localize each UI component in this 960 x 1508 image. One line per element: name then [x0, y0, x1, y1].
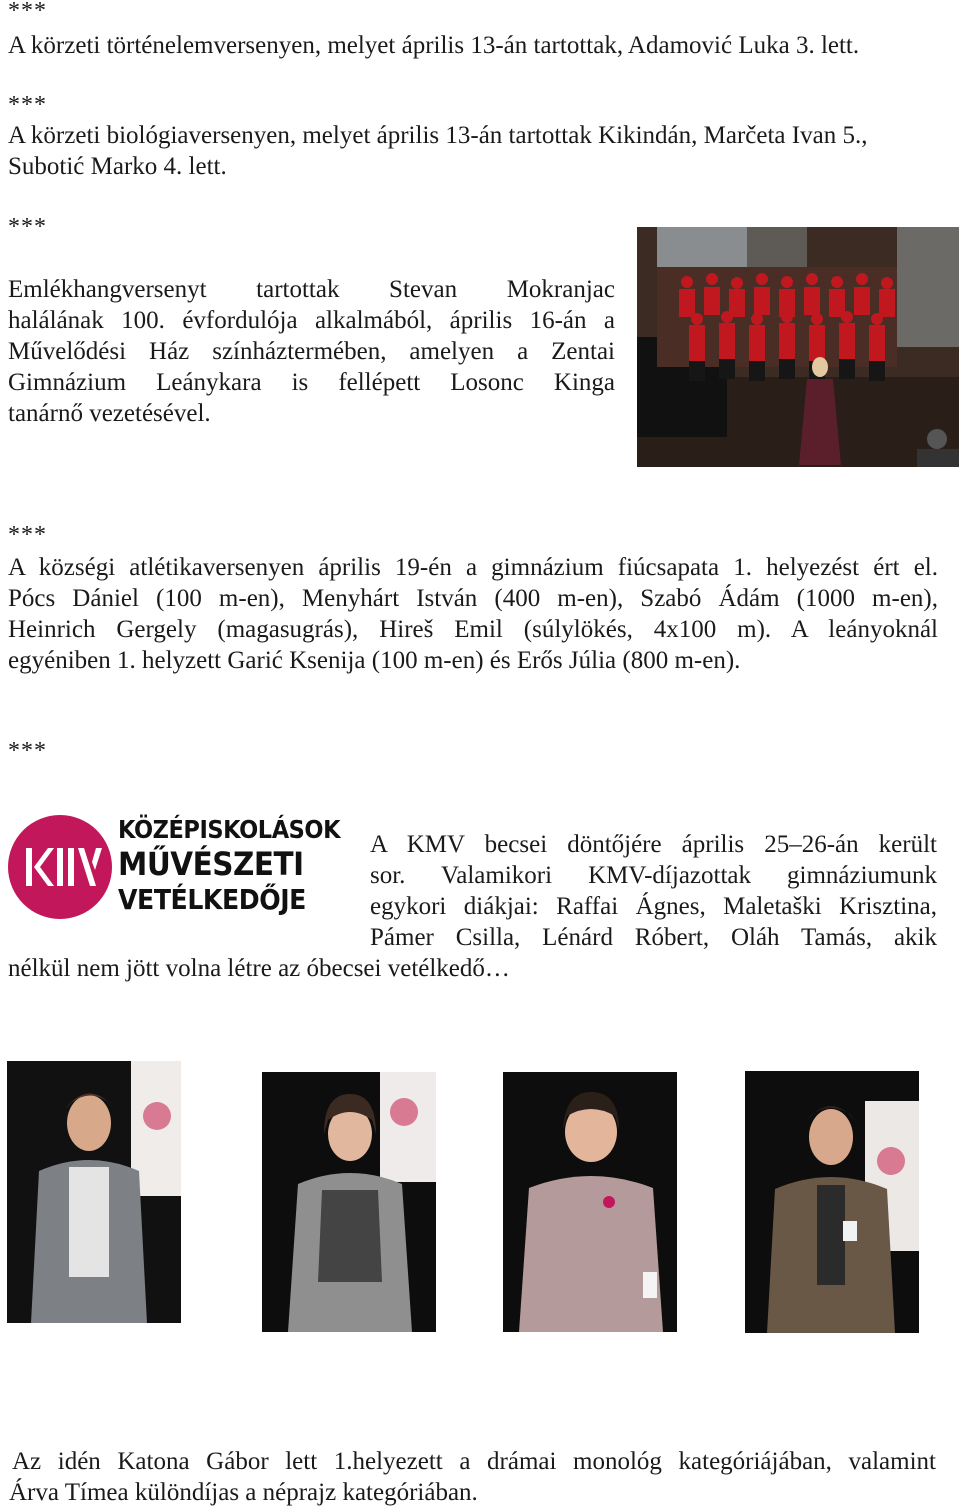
- paragraph-biology-competition: [8, 120, 938, 182]
- text-line: Emlékhangversenyt tartottak Stevan Mokranjac: [8, 276, 615, 303]
- text-line: Subotić Marko 4. lett.: [8, 153, 227, 180]
- text-line: Pámer Csilla, Lénárd Róbert, Oláh Tamás, akik: [370, 924, 937, 951]
- text-line: Heinrich Gergely (magasugrás), Hireš Emil (súlylökés, 4x100 m). A leányoknál: [8, 616, 938, 643]
- portrait-photo-4: [745, 1071, 919, 1333]
- text-line: tanárnő vezetésével.: [8, 400, 211, 427]
- text-line: Gimnázium Leánykara is fellépett Losonc Kinga: [8, 369, 615, 396]
- text-line: A községi atlétikaversenyen április 19-én a gimnázium fiúcsapata 1. helyezést ért el.: [8, 554, 938, 581]
- kmv-logo: [8, 810, 348, 922]
- text-line: A KMV becsei döntőjére április 25–26-án került: [370, 831, 937, 858]
- separator: ***: [8, 214, 47, 240]
- logo-line-2: MŰVÉSZETI: [118, 845, 304, 883]
- paragraph-kmv-final: [370, 829, 937, 953]
- text-line: nélkül nem jött volna létre az óbecsei vetélkedő…: [8, 955, 510, 982]
- logo-line-3: VETÉLKEDŐJE: [118, 883, 306, 916]
- portrait-photo-3: [503, 1072, 677, 1332]
- logo-line-1: KÖZÉPISKOLÁSOK: [118, 815, 341, 844]
- paragraph-kmv-final-end: [8, 953, 938, 984]
- portrait-photo-2: [262, 1072, 436, 1332]
- choir-photo: [637, 227, 959, 467]
- portrait-photo-1: [7, 1061, 181, 1323]
- separator: ***: [8, 738, 47, 764]
- text-line: egykori diákjai: Raffai Ágnes, Maletaški Krisztina,: [370, 893, 937, 920]
- logo-text: [118, 812, 348, 917]
- text-line: Művelődési Ház színháztermében, amelyen a Zentai: [8, 338, 615, 365]
- paragraph-athletics: [8, 552, 938, 676]
- paragraph-history-competition: [8, 30, 938, 61]
- text-line: Pócs Dániel (100 m-en), Menyhárt István (400 m-en), Szabó Ádám (1000 m-en),: [8, 585, 938, 612]
- paragraph-memorial-concert: [8, 274, 615, 429]
- text-line: sor. Valamikori KMV-díjazottak gimnáziumunk: [370, 862, 937, 889]
- separator: ***: [8, 0, 47, 24]
- separator: ***: [8, 522, 47, 548]
- text-line: Árva Tímea különdíjas a néprajz kategóriában.: [9, 1479, 478, 1506]
- text-line: A körzeti biológiaversenyen, melyet április 13-án tartottak Kikindán, Marčeta Ivan 5.,: [8, 122, 868, 149]
- text-line: A körzeti történelemversenyen, melyet április 13-án tartottak, Adamović Luka 3. lett.: [8, 32, 860, 59]
- text-line: Az idén Katona Gábor lett 1.helyezett a drámai monológ kategóriájában, valamint: [12, 1448, 936, 1475]
- text-line: halálának 100. évfordulója alkalmából, április 16-án a: [8, 307, 615, 334]
- text-line: egyéniben 1. helyzett Garić Ksenija (100 m-en) és Erős Júlia (800 m-en).: [8, 647, 741, 674]
- paragraph-results: [9, 1446, 936, 1508]
- separator: ***: [8, 92, 47, 118]
